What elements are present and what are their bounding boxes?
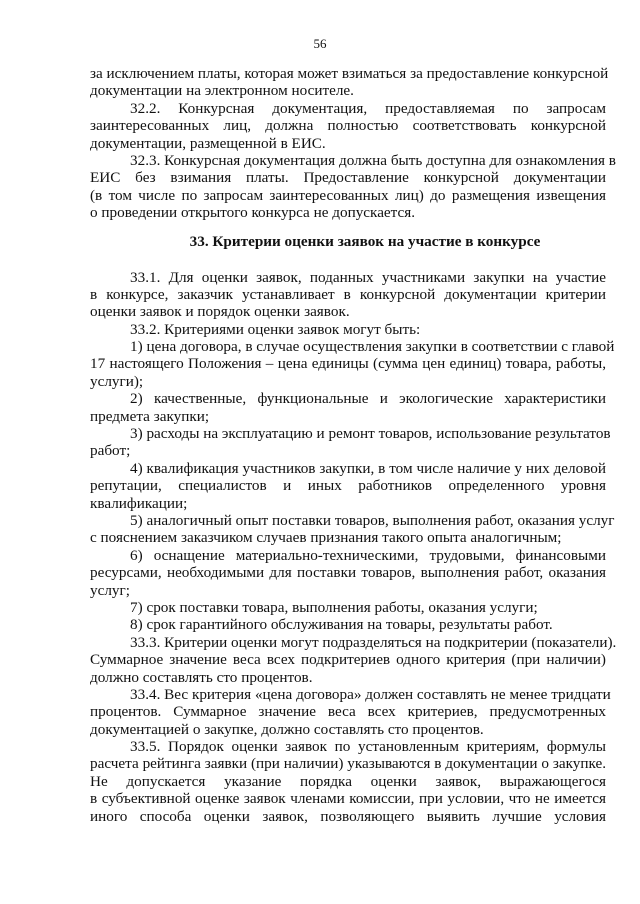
text-line: документации, размещенной в ЕИС. [90, 134, 326, 152]
text-line: предмета закупки; [90, 407, 210, 425]
text-line: оценки заявок и порядок оценки заявок. [90, 303, 350, 321]
page-number: 56 [313, 36, 327, 51]
paragraph-32-2 [90, 100, 606, 152]
section-heading: 33. Критерии оценки заявок на участие в конкурсе [189, 232, 541, 250]
text-line: 7) срок поставки товара, выполнения работы, оказания услуги; [130, 598, 538, 616]
text-line: ресурсами, необходимыми для поставки товаров, выполнения работ, оказания [90, 564, 606, 582]
text-line: о проведении открытого конкурса не допускается. [90, 204, 416, 222]
text-line: Суммарное значение веса всех подкритериев одного критерия (при наличии) [90, 651, 606, 669]
paragraph-33-4 [90, 685, 611, 738]
text-line: услуги); [90, 372, 144, 390]
text-line: 33.3. Критерии оценки могут подразделяться на подкритерии (показатели). [130, 633, 617, 651]
text-line: расчета рейтинга заявки (при наличии) указываются в документации о закупке. [90, 755, 606, 773]
text-line: за исключением платы, которая может взиматься за предоставление конкурсной [90, 65, 609, 82]
paragraph-33-3 [90, 633, 617, 686]
text-line: 33.2. Критериями оценки заявок могут быть: [130, 320, 421, 338]
paragraph-32-3 [90, 151, 616, 222]
spacer [90, 222, 606, 232]
text-line: документации на электронном носителе. [90, 82, 354, 100]
paragraph-33-5 [90, 738, 606, 825]
text-line: процентов. Суммарное значение веса всех критериев, предусмотренных [90, 703, 606, 721]
text-line: в субъективной оценке заявок членами комиссии, при условии, что не имеется [90, 790, 606, 808]
text-line: репутации, специалистов и иных работников определенного уровня [90, 477, 606, 495]
text-line: (в том числе по запросам заинтересованных лиц) до размещения извещения [90, 186, 606, 204]
list-item-2 [90, 390, 606, 425]
text-line: 33.5. Порядок оценки заявок по установленным критериям, формулы [130, 738, 606, 756]
list-item-8 [90, 616, 606, 633]
text-line: 1) цена договора, в случае осуществления закупки в соответствии с главой [130, 338, 615, 356]
text-line: 4) квалификация участников закупки, в том числе наличие у них деловой [130, 459, 606, 477]
list-item-5 [90, 511, 615, 547]
text-line: 32.2. Конкурсная документация, предоставляемая по запросам [130, 99, 606, 117]
text-line: заинтересованных лиц, должна полностью соответствовать конкурсной [90, 117, 606, 135]
list-item-1 [90, 338, 615, 390]
text-line: 3) расходы на эксплуатацию и ремонт товаров, использование результатов [130, 425, 611, 443]
list-item-4 [90, 460, 606, 512]
list-item-7 [90, 599, 606, 616]
text-line: квалификации; [90, 494, 188, 512]
text-line: 17 настоящего Положения – цена единицы (сумма цен единиц) товара, работы, [90, 355, 606, 373]
text-line: 8) срок гарантийного обслуживания на товары, результаты работ. [130, 616, 553, 634]
text-line: в конкурсе, заказчик устанавливает в конкурсной документации критерии [90, 285, 606, 303]
text-line: работ; [90, 442, 131, 460]
list-item-3 [90, 425, 611, 460]
text-line: Не допускается указание порядка оценки заявок, выражающегося [90, 772, 606, 790]
text-line: 33.4. Вес критерия «цена договора» должен составлять не менее тридцати [130, 685, 611, 703]
paragraph-33-1 [90, 269, 606, 321]
text-line: 5) аналогичный опыт поставки товаров, выполнения работ, оказания услуг [130, 511, 615, 529]
text-line: 6) оснащение материально-техническими, трудовыми, финансовыми [130, 546, 606, 564]
text-line: 32.3. Конкурсная документация должна быть доступна для ознакомления в [130, 151, 616, 169]
spacer [90, 251, 606, 269]
text-line: с пояснением заказчиком случаев признания такого опыта аналогичным; [90, 529, 562, 547]
intro-paragraph [90, 65, 609, 100]
text-line: 33.1. Для оценки заявок, поданных участниками закупки на участие [130, 268, 606, 286]
text-line: иного способа оценки заявок, позволяющего выявить лучшие условия [90, 807, 606, 825]
text-line: 2) качественные, функциональные и экологические характеристики [130, 390, 606, 408]
document-body [90, 65, 617, 825]
text-line: документацией о закупке, должно составлять сто процентов. [90, 720, 484, 738]
paragraph-33-2 [90, 321, 606, 338]
text-line: услуг; [90, 581, 130, 599]
text-line: должно составлять сто процентов. [90, 668, 313, 686]
text-line: ЕИС без взимания платы. Предоставление конкурсной документации [90, 169, 606, 187]
list-item-6 [90, 547, 606, 599]
